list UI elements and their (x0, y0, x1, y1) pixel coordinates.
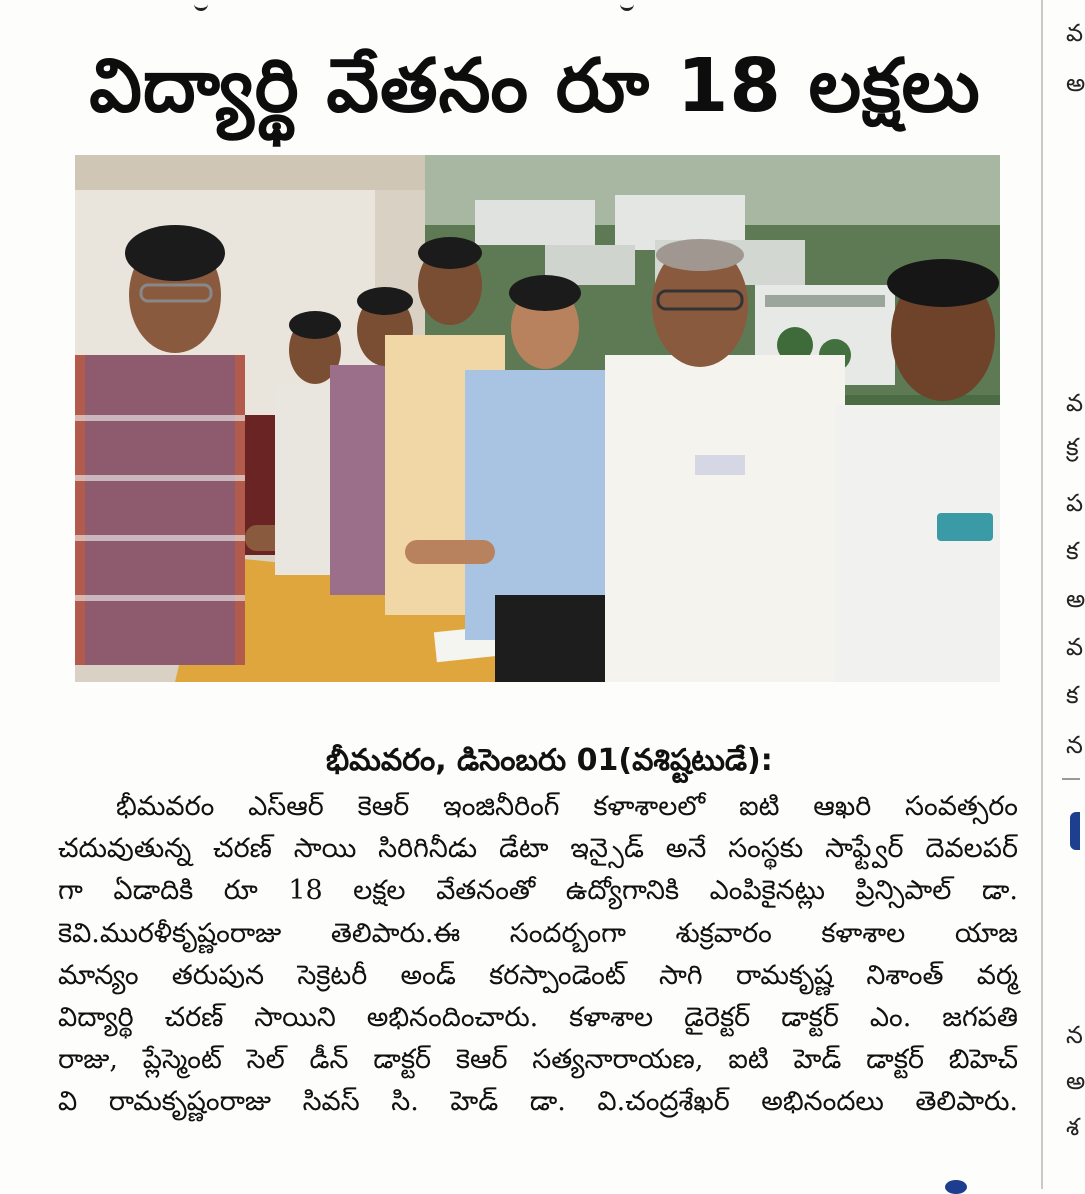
top-cut-text (0, 0, 1040, 14)
side-column-glyph: అ (1066, 585, 1085, 613)
article-line: మాన్యం తరుపున సెక్రెటరీ అండ్ కరస్పాండెంట్ సాగి రామకృష్ణ నిశాంత్ వర్మ (58, 959, 1018, 991)
dateline: భీమవరం, డిసెంబరు 01(వశిష్టటుడే): (326, 743, 773, 778)
side-column-glyph: వ (1066, 389, 1084, 417)
side-column-glyph: అ (1066, 1067, 1085, 1095)
side-column-glyph: అ (1066, 69, 1085, 97)
side-column-glyph: వ (1066, 19, 1084, 47)
side-column-rule (1062, 778, 1080, 780)
side-column-glyph: న (1066, 731, 1083, 759)
article-line: కెవి.మురళీకృష్ణంరాజు తెలిపారు.ఈ సందర్బంగా శుక్రవారం కళాశాల యాజ (58, 917, 1018, 949)
news-photo (75, 155, 1000, 682)
article-line: వి రామకృష్ణంరాజు సివస్ సి. హెడ్ డా. వి.చంద్రశేఖర్ అభినందలు తెలిపారు. (58, 1086, 1018, 1118)
side-column-glyph: వ (1066, 633, 1084, 661)
article-line: విద్యార్థి చరణ్ సాయిని అభినందించారు. కళాశాల డైరెక్టర్ డాక్టర్ ఎం. జగపతి (58, 1001, 1018, 1033)
side-column-glyph: క (1066, 681, 1079, 709)
side-column-glyph: క్ర (1066, 433, 1079, 461)
article-line: చదువుతున్న చరణ్ సాయి సిరిగినీడు డేటా ఇన్సైడ్ అనే సంస్థకు సాఫ్ట్వేర్ దెవలపర్ (58, 833, 1018, 865)
bottom-logo-fragment (945, 1180, 967, 1194)
side-column-glyph: క (1066, 537, 1079, 565)
side-column-logo-fragment (1070, 812, 1080, 850)
side-column-glyph: ప (1066, 489, 1084, 517)
article-line: రాజు, ప్లేస్మెంట్ సెల్ డీన్ డాక్టర్ కెఆర్ సత్యనారాయణ, ఐటి హెడ్ డాక్టర్ బిహెచ్ (58, 1044, 1018, 1076)
article-line: గా ఏడాదికి రూ 18 లక్షల వేతనంతో ఉద్యోగానికి ఎంపికైనట్లు ప్రిన్సిపాల్ డా. (58, 875, 1018, 907)
article-body (58, 786, 1018, 1124)
article-line: భీమవరం ఎస్ఆర్ కెఆర్ ఇంజినీరింగ్ కళాశాలలో ఐటి ఆఖరి సంవత్సరం (116, 791, 1018, 822)
side-column-glyph: న (1066, 1021, 1083, 1049)
side-column-glyph: శ (1066, 1113, 1080, 1141)
headline: విద్యార్థి వేతనం రూ 18 లక్షలు (89, 43, 981, 129)
column-divider (1041, 0, 1043, 1189)
